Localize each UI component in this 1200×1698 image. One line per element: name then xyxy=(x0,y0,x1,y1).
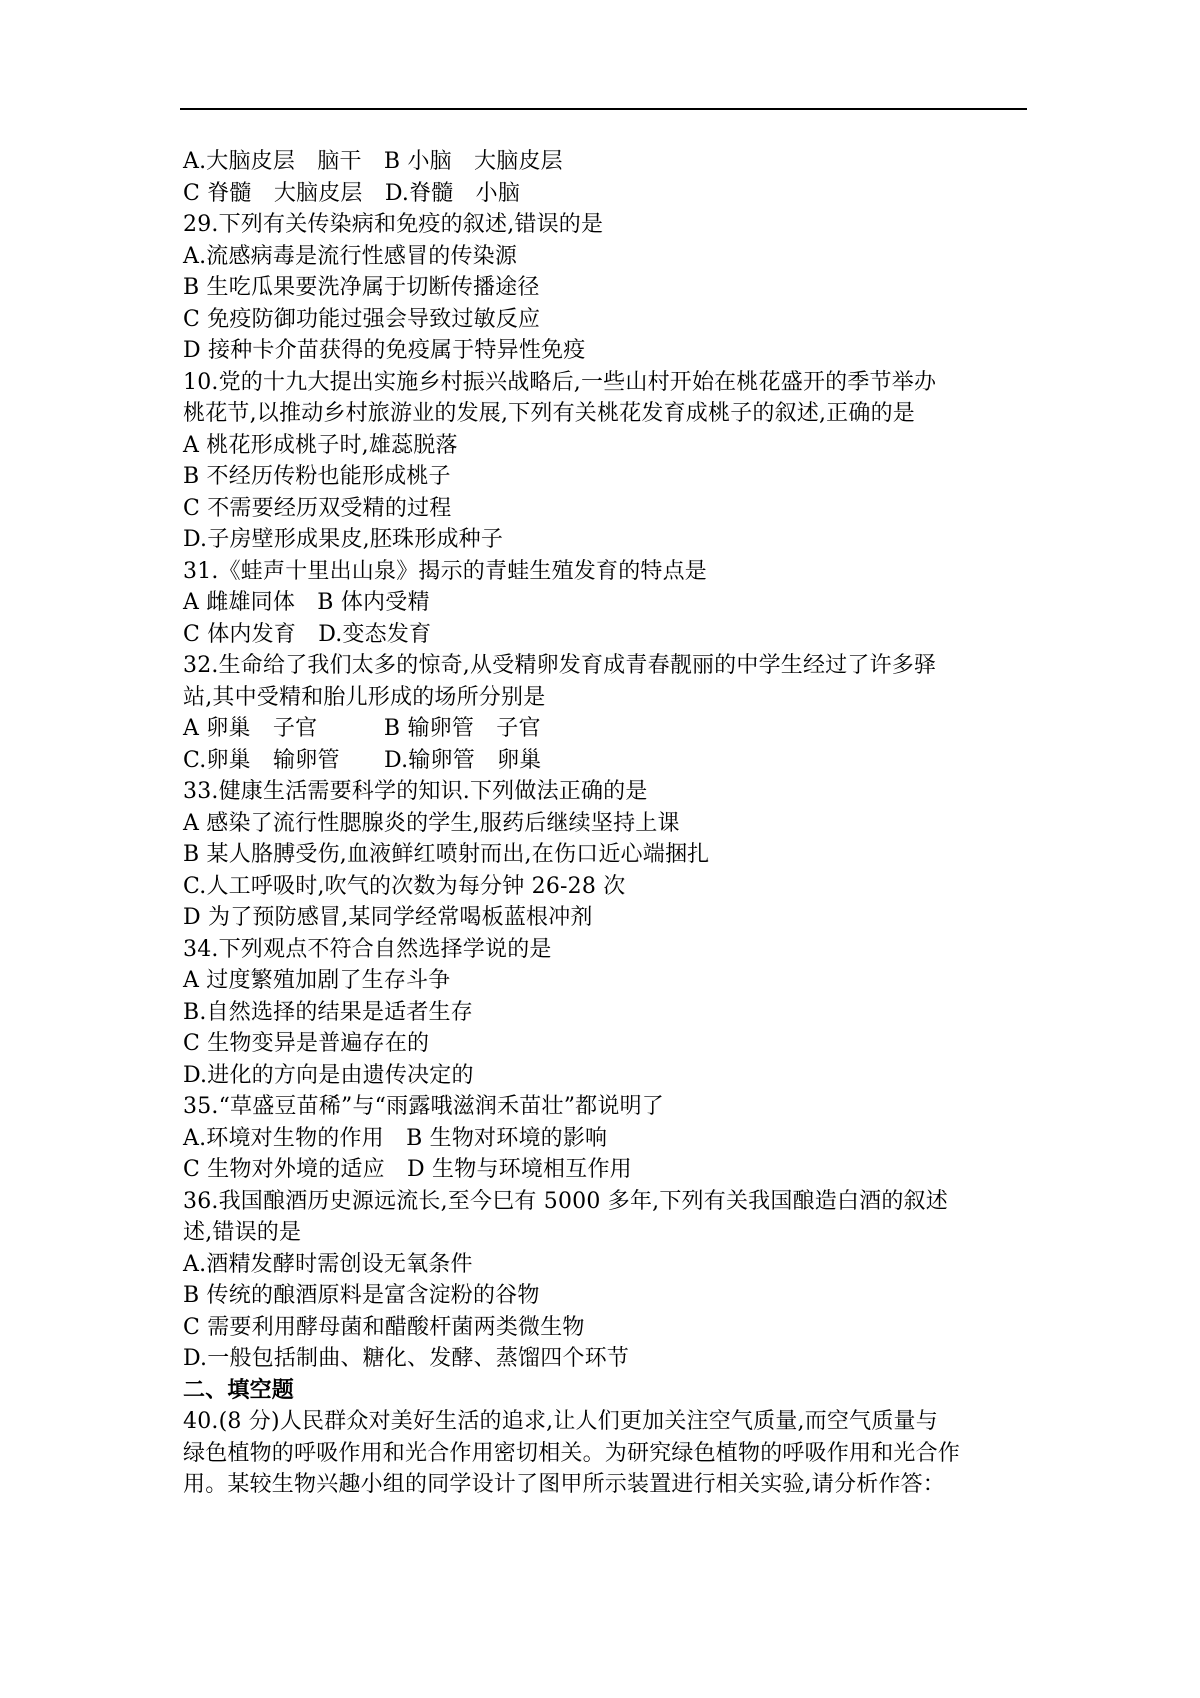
text-line: C 体内发育 D.变态发育 xyxy=(183,621,432,647)
section-heading: 二、填空题 xyxy=(183,1376,295,1403)
text-line: B.自然选择的结果是适者生存 xyxy=(183,999,473,1025)
text-line: 35.“草盛豆苗稀”与“雨露哦滋润禾苗壮”都说明了 xyxy=(183,1094,664,1119)
text-line: D 为了预防感冒,某同学经常喝板蓝根冲剂 xyxy=(183,905,593,930)
text-line: B 不经历传粉也能形成桃子 xyxy=(183,464,451,489)
text-line: D 接种卡介苗获得的免疫属于特异性免疫 xyxy=(183,338,586,363)
text-line: A.流感病毒是流行性感冒的传染源 xyxy=(183,243,518,269)
text-line: A 雌雄同体 B 体内受精 xyxy=(183,590,430,615)
text-line: D.一般包括制曲、糖化、发酵、蒸馏四个环节 xyxy=(183,1346,630,1371)
text-line: 述,错误的是 xyxy=(183,1220,302,1245)
text-line: C 免疫防御功能过强会导致过敏反应 xyxy=(183,306,541,332)
text-line: 用。某较生物兴趣小组的同学设计了图甲所示装置进行相关实验,请分析作答： xyxy=(183,1472,945,1497)
text-line: 绿色植物的呼吸作用和光合作用密切相关。为研究绿色植物的呼吸作用和光合作 xyxy=(183,1440,961,1466)
text-line: 36.我国酿酒历史源远流长,至今巳有 5000 多年,下列有关我国酿造白酒的叙述 xyxy=(183,1188,948,1214)
text-line: B 生吃瓜果要洗净属于切断传播途径 xyxy=(183,275,540,300)
text-line: C 需要利用酵母菌和醋酸杆菌两类微生物 xyxy=(183,1314,585,1340)
text-line: 29.下列有关传染病和免疫的叙述,错误的是 xyxy=(183,212,604,237)
header-rule xyxy=(180,108,1027,110)
text-line: C.人工呼吸时,吹气的次数为每分钟 26-28 次 xyxy=(183,873,626,899)
text-line: C 不需要经历双受精的过程 xyxy=(183,495,452,521)
text-line: B 传统的酿酒原料是富含淀粉的谷物 xyxy=(183,1283,540,1308)
text-line: A 桃花形成桃子时,雄蕊脱落 xyxy=(183,432,458,458)
text-line: A 感染了流行性腮腺炎的学生,服药后继续坚持上课 xyxy=(183,810,680,836)
text-line: 站,其中受精和胎儿形成的场所分别是 xyxy=(183,684,546,710)
text-line: A.大脑皮层 脑干 B 小脑 大脑皮层 xyxy=(183,149,563,174)
text-line: 40.(8 分)人民群众对美好生活的追求,让人们更加关注空气质量,而空气质量与 xyxy=(183,1409,938,1434)
text-line: A 卵巢 子官 B 输卵管 子官 xyxy=(183,716,541,741)
text-line: 33.健康生活需要科学的知识.下列做法正确的是 xyxy=(183,779,648,804)
text-line: D.进化的方向是由遗传决定的 xyxy=(183,1062,474,1088)
text-line: C 脊髓 大脑皮层 D.脊髓 小脑 xyxy=(183,180,521,206)
text-line: A.环境对生物的作用 B 生物对环境的影响 xyxy=(183,1125,608,1151)
text-line: 31.《蛙声十里出山泉》揭示的青蛙生殖发育的特点是 xyxy=(183,558,707,584)
text-line: 34.下列观点不符合自然选择学说的是 xyxy=(183,936,552,962)
text-line: C.卵巢 输卵管 D.输卵管 卵巢 xyxy=(183,747,542,773)
text-line: A.酒精发酵时需创设无氧条件 xyxy=(183,1251,473,1277)
text-line: A 过度繁殖加剧了生存斗争 xyxy=(183,968,451,993)
document-body xyxy=(183,146,1033,1501)
text-line: 32.生命给了我们太多的惊奇,从受精卵发育成青春靓丽的中学生经过了许多驿 xyxy=(183,653,937,678)
text-line: 桃花节,以推动乡村旅游业的发展,下列有关桃花发育成桃子的叙述,正确的是 xyxy=(183,401,915,426)
text-line: B 某人胳膊受伤,血液鲜红喷射而出,在伤口近心端捆扎 xyxy=(183,842,710,867)
text-line: C 生物对外境的适应 D 生物与环境相互作用 xyxy=(183,1157,632,1182)
text-line: 10.党的十九大提出实施乡村振兴战略后,一些山村开始在桃花盛开的季节举办 xyxy=(183,369,937,395)
text-line: C 生物变异是普遍存在的 xyxy=(183,1031,430,1056)
text-line: D.子房壁形成果皮,胚珠形成种子 xyxy=(183,527,504,552)
